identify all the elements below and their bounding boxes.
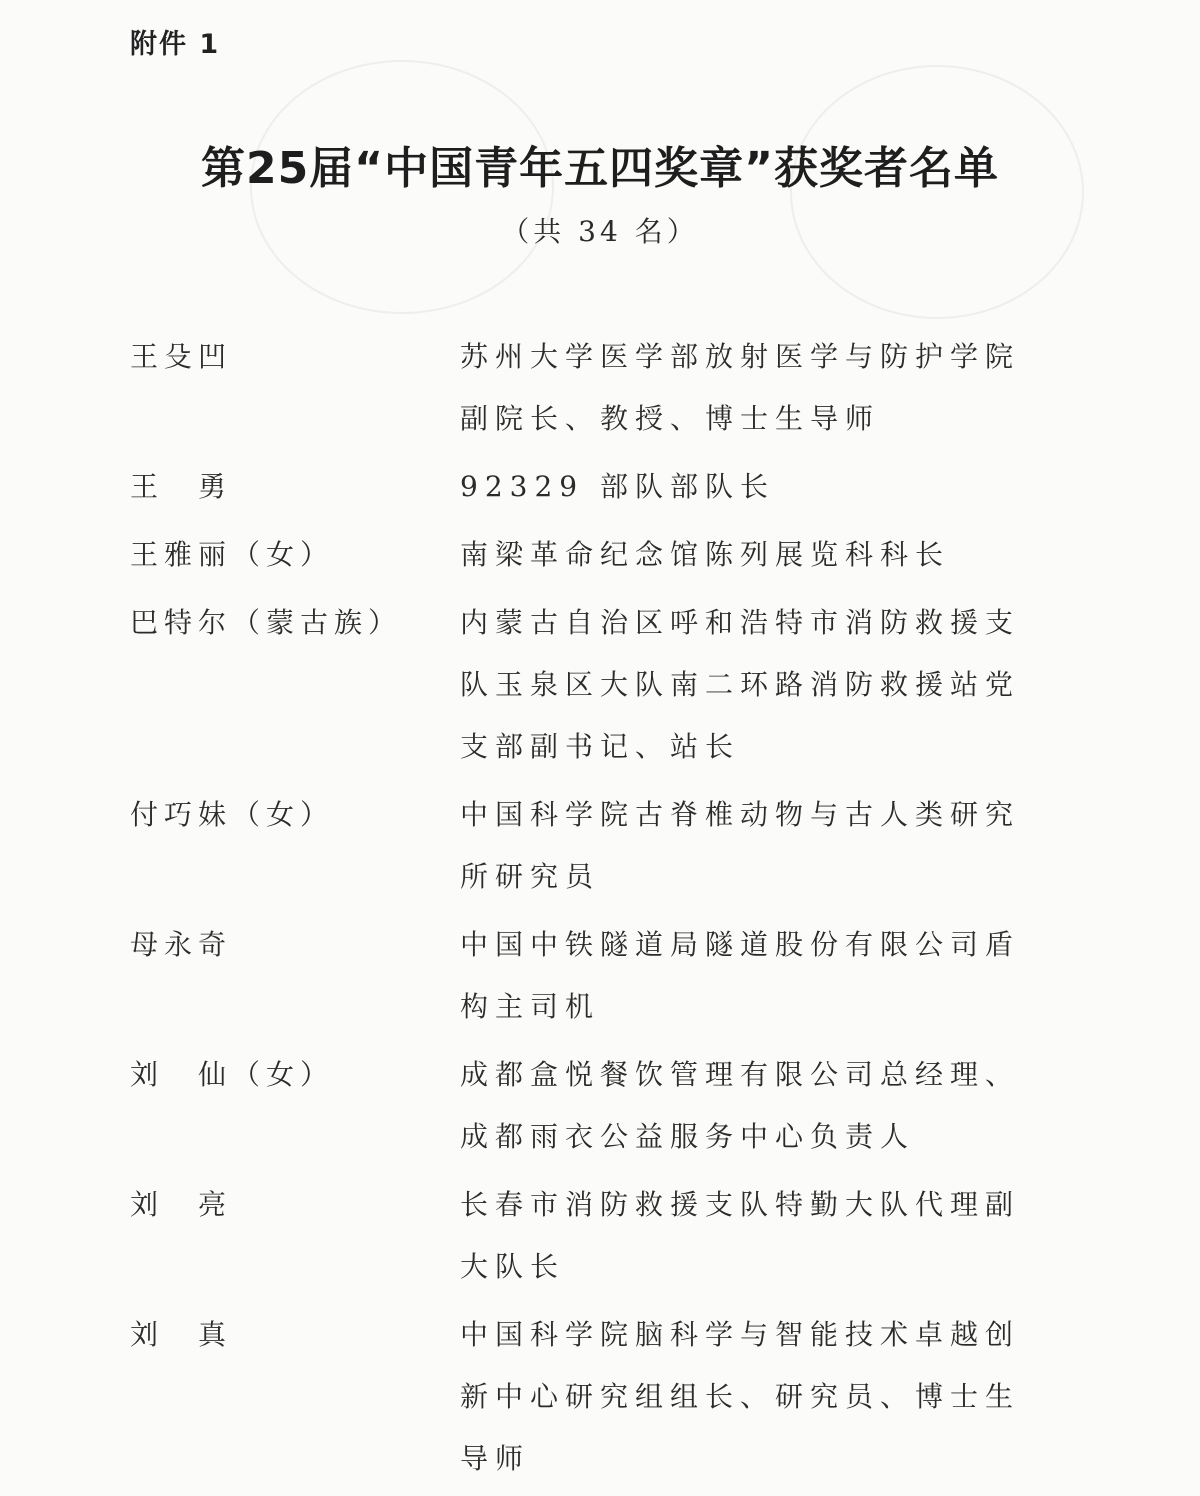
awardee-description: 中国科学院古脊椎动物与古人类研究所研究员 [460,798,1021,893]
awardee-name: 刘 仙（女） [130,1058,335,1091]
awardee-name: 刘 亮 [130,1188,233,1221]
awardee-list [130,326,1060,1496]
awardee-description: 南梁革命纪念馆陈列展览科科长 [460,538,951,571]
awardee-name: 母永奇 [130,928,233,961]
awardee-entry [130,1304,1060,1490]
awardee-entry [130,326,1060,450]
awardee-name: 付巧妹（女） [130,798,335,831]
awardee-name: 王雅丽（女） [130,538,335,571]
awardee-entry [130,914,1060,1038]
awardee-description: 92329 部队部队长 [460,470,775,503]
awardee-name: 刘 真 [130,1318,233,1351]
awardee-description: 成都盒悦餐饮管理有限公司总经理、成都雨衣公益服务中心负责人 [460,1058,1021,1153]
awardee-description: 中国中铁隧道局隧道股份有限公司盾构主司机 [460,928,1021,1023]
document-title: 第25届“中国青年五四奖章”获奖者名单 [200,143,1000,194]
awardee-description: 内蒙古自治区呼和浩特市消防救援支队玉泉区大队南二环路消防救援站党支部副书记、站长 [460,606,1021,763]
awardee-entry [130,456,1060,518]
awardee-description: 中国科学院脑科学与智能技术卓越创新中心研究组组长、研究员、博士生导师 [460,1318,1021,1475]
awardee-description: 苏州大学医学部放射医学与防护学院副院长、教授、博士生导师 [460,340,1021,435]
awardee-name: 王殳凹 [130,340,233,373]
awardee-entry [130,1174,1060,1298]
awardee-entry [130,784,1060,908]
awardee-entry [130,592,1060,778]
attachment-label: 附件 1 [130,29,221,60]
awardee-entry [130,524,1060,586]
document-subtitle: （共 34 名） [501,215,699,248]
awardee-name: 王 勇 [130,470,233,503]
awardee-name: 巴特尔（蒙古族） [130,606,403,639]
awardee-description: 长春市消防救援支队特勤大队代理副大队长 [460,1188,1021,1283]
awardee-entry [130,1044,1060,1168]
